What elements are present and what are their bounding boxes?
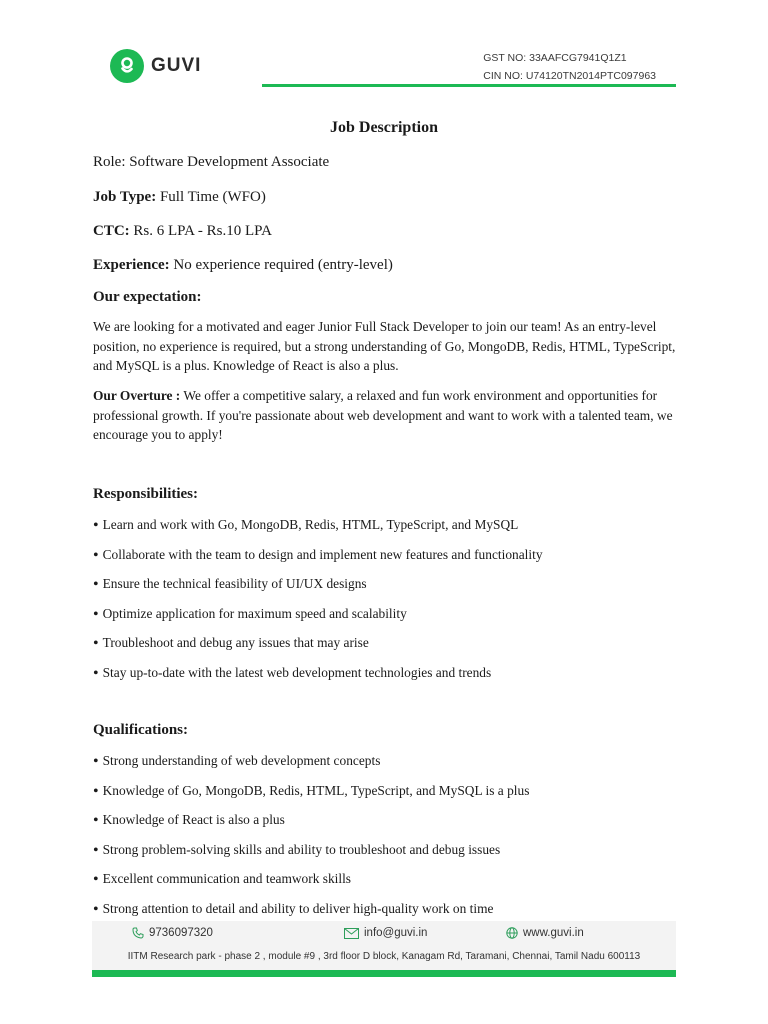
qualifications-heading: Qualifications: xyxy=(93,722,189,738)
brand-name: GUVI xyxy=(151,55,202,76)
bullet-icon: • xyxy=(93,576,99,593)
job-type-label: Job Type: xyxy=(93,189,157,205)
list-item: • Knowledge of React is also a plus xyxy=(93,812,285,829)
bullet-icon: • xyxy=(93,812,99,829)
overture-paragraph xyxy=(93,386,683,445)
job-type-field xyxy=(93,189,266,206)
responsibilities-heading: Responsibilities: xyxy=(93,486,199,502)
list-item: • Ensure the technical feasibility of UI/UX designs xyxy=(93,576,367,593)
bullet-icon: • xyxy=(93,635,99,652)
website-link[interactable]: www.guvi.in xyxy=(523,927,584,939)
email-address[interactable]: info@guvi.in xyxy=(364,927,428,939)
footer-phone xyxy=(132,927,213,939)
ctc-label: CTC: xyxy=(93,223,130,239)
phone-number[interactable]: 9736097320 xyxy=(149,927,213,939)
ctc-field xyxy=(93,223,272,240)
expectation-heading: Our expectation: xyxy=(93,289,202,305)
bullet-icon: • xyxy=(93,841,99,859)
role-value: Software Development Associate xyxy=(129,154,330,170)
bullet-icon: • xyxy=(93,517,99,534)
phone-icon xyxy=(132,927,144,939)
bullet-icon: • xyxy=(93,546,99,564)
header-divider xyxy=(262,84,676,87)
overture-label: Our Overture : xyxy=(93,388,181,403)
guvi-logo-icon xyxy=(110,49,144,83)
job-type-value: Full Time (WFO) xyxy=(159,189,266,205)
bullet-icon: • xyxy=(93,753,99,770)
ctc-value: Rs. 6 LPA - Rs.10 LPA xyxy=(133,223,272,239)
responsibilities-list xyxy=(93,515,543,692)
experience-label: Experience: xyxy=(93,257,170,273)
list-item: • Optimize application for maximum speed and scalability xyxy=(93,605,407,623)
bullet-icon: • xyxy=(93,900,99,918)
bullet-icon: • xyxy=(93,782,99,800)
footer-website xyxy=(506,927,584,939)
role-field xyxy=(93,154,329,171)
globe-icon xyxy=(506,927,518,939)
list-item: • Knowledge of Go, MongoDB, Redis, HTML, TypeScript, and MySQL is a plus xyxy=(93,782,530,800)
bullet-icon: • xyxy=(93,664,99,682)
guvi-logo xyxy=(110,49,201,83)
mail-icon xyxy=(344,928,359,939)
qualifications-list xyxy=(93,751,529,928)
document-title: Job Description xyxy=(330,119,438,136)
role-label: Role: xyxy=(93,154,126,170)
expectation-text: We are looking for a motivated and eager Junior Full Stack Developer to join our team! As an entry-level position, no experience is required, but a strong understanding of Go, MongoDB, Redis, HTML, TypeScript, and MySQL is a plus. Knowledge of React is also a plus. xyxy=(93,319,676,373)
list-item: • Strong attention to detail and ability to deliver high-quality work on time xyxy=(93,900,494,918)
list-item: • Troubleshoot and debug any issues that may arise xyxy=(93,635,369,652)
overture-text: We offer a competitive salary, a relaxed and fun work environment and opportunities for professional growth. If you're passionate about web development and want to work with a talented team, we encourage you to apply! xyxy=(93,388,673,442)
experience-value: No experience required (entry-level) xyxy=(173,257,393,273)
gst-number: GST NO: 33AAFCG7941Q1Z1 xyxy=(483,52,627,64)
cin-number: CIN NO: U74120TN2014PTC097963 xyxy=(483,70,656,82)
bullet-icon: • xyxy=(93,605,99,623)
footer-address: IITM Research park - phase 2 , module #9 , 3rd floor D block, Kanagam Rd, Taramani, Chennai, Tamil Nadu 600113 xyxy=(127,951,641,962)
list-item: • Strong problem-solving skills and ability to troubleshoot and debug issues xyxy=(93,841,501,859)
bullet-icon: • xyxy=(93,871,99,888)
list-item: • Excellent communication and teamwork skills xyxy=(93,871,352,888)
list-item: • Collaborate with the team to design and implement new features and functionality xyxy=(93,546,543,564)
footer-email xyxy=(344,927,427,939)
list-item: • Stay up-to-date with the latest web development technologies and trends xyxy=(93,664,492,682)
experience-field xyxy=(93,257,393,274)
list-item: • Strong understanding of web development concepts xyxy=(93,753,381,770)
registration-info xyxy=(483,49,656,85)
list-item: • Learn and work with Go, MongoDB, Redis, HTML, TypeScript, and MySQL xyxy=(93,517,519,534)
footer-divider xyxy=(92,970,676,977)
